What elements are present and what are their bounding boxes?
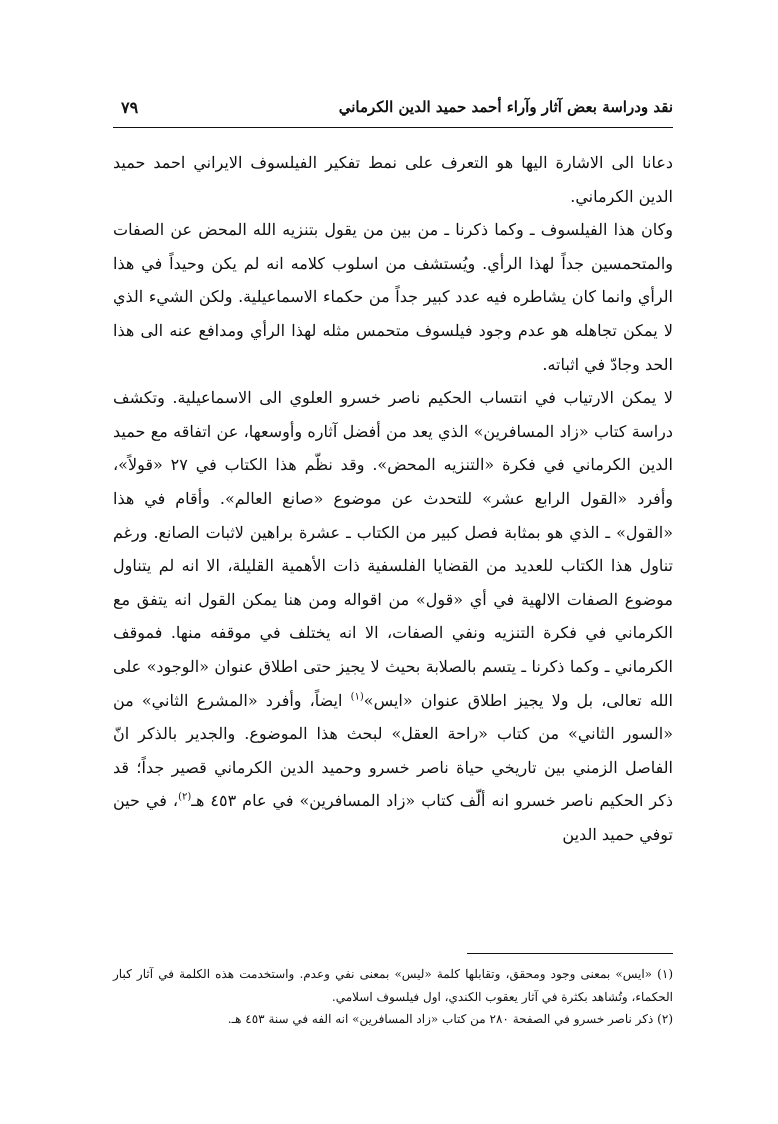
footnote-ref-1: (١) (350, 691, 364, 703)
running-title: نقد ودراسة بعض آثار وآراء أحمد حميد الدين الكرماني (338, 98, 673, 116)
paragraph-2: وكان هذا الفيلسوف ـ وكما ذكرنا ـ من بين من يقول بتنزيه الله المحض عن الصفات والمتحمسين جداً لهذا الرأي. ويُستشف من اسلوب كلامه انه لم يكن وحيداً في هذا الرأي وانما كان يشاطره فيه عدد كبير جداً من حكماء الاسماعيلية. ولكن الشيء الذي لا يمكن تجاهله هو عدم وجود فيلسوف متحمس مثله لهذا الرأي ومدافع عنه الى هذا الحد وجادّ في اثباته. (113, 220, 674, 374)
page-header (113, 94, 673, 128)
paragraph-3-part-b: ايضاً، وأفرد «المشرع الثاني» من «السور الثاني» من كتاب «راحة العقل» لبحث هذا الموضوع. والجدير بالذكر انّ الفاصل الزمني بين تاريخي حياة ناصر خسرو وحميد الدين الكرماني قصير جداً؛ قد ذكر الحكيم ناصر خسرو انه ألّف كتاب «زاد المسافرين» في عام ٤٥٣ هـ (113, 690, 673, 811)
paragraph-3 (113, 381, 673, 851)
footnote-ref-2: (٢) (178, 791, 192, 803)
paragraph-3-part-a: لا يمكن الارتياب في انتساب الحكيم ناصر خسرو العلوي الى الاسماعيلية. وتكشف دراسة كتاب «زاد المسافرين» الذي يعد من أفضل آثاره وأوسعها، عن اتفاقه مع حميد الدين الكرماني في فكرة «التنزيه المحض». وقد نظّم هذا الكتاب في ٢٧ «قولاً»، وأفرد «القول الرابع عشر» للتحدث عن موضوع «صانع العالم». وأقام في هذا «القول» ـ الذي هو بمثابة فصل كبير من الكتاب ـ عشرة براهين لاثبات الصانع. ورغم تناول هذا الكتاب للعديد من القضايا الفلسفية ذات الأهمية القليلة، الا انه لم يتناول موضوع الصفات الالهية في أي «قول» من اقواله ومن هنا يمكن القول انه يتفق مع الكرماني في فكرة التنزيه ونفي الصفات، الا انه يختلف في موقفه منها. فموقف الكرماني ـ وكما ذكرنا ـ يتسم بالصلابة بحيث لا يجيز حتى اطلاق عنوان «الوجود» على الله تعالى، بل ولا يجيز اطلاق عنوان «ايس» (113, 388, 674, 710)
page-number: ٧٩ (121, 98, 139, 117)
footnote-1: (١) «ايس» بمعنى وجود ومحقق، وتقابلها كلمة «ليس» بمعنى نفي وعدم. واستخدمت هذه الكلمة في آثار كبار الحكماء، وتُشاهد بكثرة في آثار يعقوب الكندي، اول فيلسوف اسلامي. (113, 967, 673, 1004)
body-text (113, 146, 673, 851)
footnote-separator (467, 953, 673, 954)
paragraph-3-part-c: ، في حين توفي حميد الدين (113, 791, 673, 844)
footnote-2: (٢) ذكر ناصر خسرو في الصفحة ٢٨٠ من كتاب «زاد المسافرين» انه الفه في سنة ٤٥٣ هـ. (227, 1012, 673, 1026)
paragraph-1: دعانا الى الاشارة اليها هو التعرف على نمط تفكير الفيلسوف الايراني احمد حميد الدين الكرماني. (113, 153, 673, 206)
header-rule (113, 127, 673, 128)
footnotes (113, 963, 673, 1031)
